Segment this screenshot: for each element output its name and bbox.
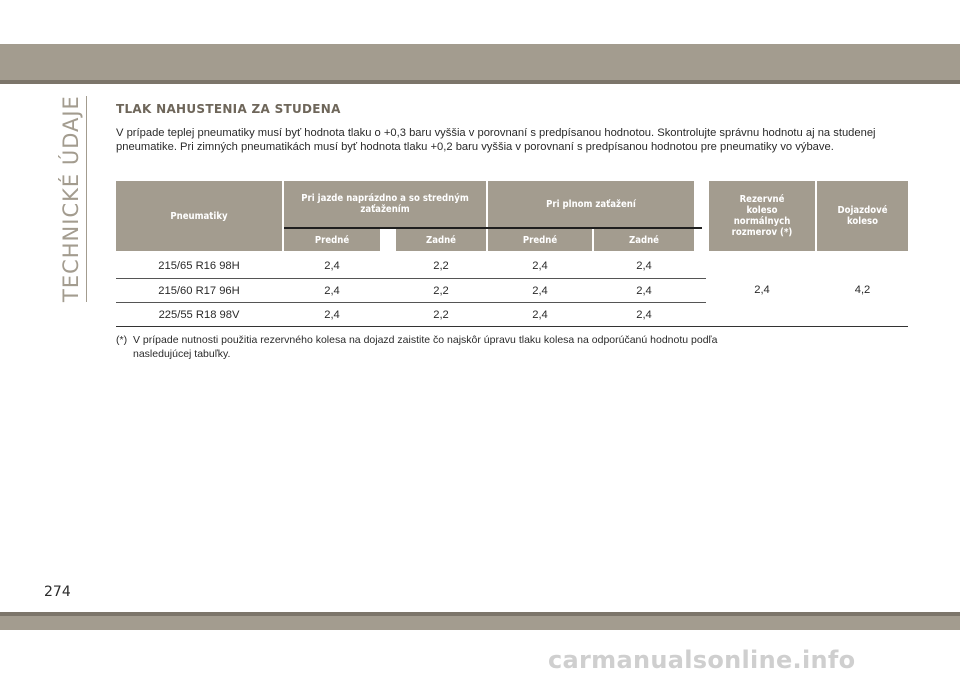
section-side-title: TECHNICKÉ ÚDAJE [59, 95, 83, 302]
table-bottom-rule [116, 326, 908, 327]
row2-normal-rear: 2,2 [433, 285, 449, 297]
row-separator [116, 278, 706, 279]
footnote-line-2: nasledujúcej tabuľky. [133, 348, 231, 360]
section-heading: TLAK NAHUSTENIA ZA STUDENA [116, 102, 341, 116]
header-emergency: Dojazdové koleso [817, 181, 908, 251]
top-band [0, 44, 960, 80]
watermark: carmanualsonline.info [548, 646, 856, 674]
row3-tyre: 225/55 R18 98V [158, 309, 240, 321]
row3-full-rear: 2,4 [636, 309, 652, 321]
page-number: 274 [44, 584, 71, 600]
row-separator [116, 302, 706, 303]
row2-full-rear: 2,4 [636, 285, 652, 297]
header-spare: Rezervné koleso normálnych rozmerov (*) [709, 181, 815, 251]
row1-normal-front: 2,4 [324, 260, 340, 272]
footnote [116, 333, 916, 361]
row2-normal-front: 2,4 [324, 285, 340, 297]
emergency-wheel-value: 4,2 [854, 284, 871, 296]
row3-normal-rear: 2,2 [433, 309, 449, 321]
header-tyres: Pneumatiky [116, 181, 282, 251]
row2-tyre: 215/60 R17 96H [158, 285, 240, 297]
tyre-pressure-table [116, 181, 908, 329]
intro-paragraph: V prípade teplej pneumatiky musí byť hodnota tlaku o +0,3 baru vyššia v porovnaní s predpísanou hodnotou. Skontrolujte správnu hodnotu aj na studenej pneumatike. Pri zimných pneumatikách musí byť hodnota tlaku +0,2 baru vyššia v porovnaní s predpísanou hodnotou pre pneumatiky vo výbave. [116, 127, 876, 153]
header-normal-rear: Zadné [396, 229, 486, 251]
footnote-line-1: V prípade nutnosti použitia rezervného kolesa na dojazd zaistite čo najskôr úpravu tlaku kolesa na odporúčanú hodnotu podľa [133, 334, 718, 346]
header-full-rear: Zadné [594, 229, 694, 251]
spare-wheel-value: 2,4 [754, 284, 770, 296]
header-full-front: Predné [488, 229, 592, 251]
row3-normal-front: 2,4 [324, 309, 340, 321]
row1-full-front: 2,4 [532, 260, 548, 272]
side-rule [86, 96, 87, 302]
header-full-load: Pri plnom zaťažení [488, 181, 694, 227]
bottom-band [0, 616, 960, 630]
top-band-line [0, 80, 960, 84]
row1-normal-rear: 2,2 [433, 260, 449, 272]
row3-full-front: 2,4 [532, 309, 548, 321]
row1-tyre: 215/65 R16 98H [158, 260, 240, 272]
row2-full-front: 2,4 [532, 285, 548, 297]
header-normal-load: Pri jazde naprázdno a so stredným zaťažením [284, 181, 486, 227]
row1-full-rear: 2,4 [636, 260, 652, 272]
footnote-mark: (*) [116, 334, 128, 346]
header-normal-front: Predné [284, 229, 380, 251]
